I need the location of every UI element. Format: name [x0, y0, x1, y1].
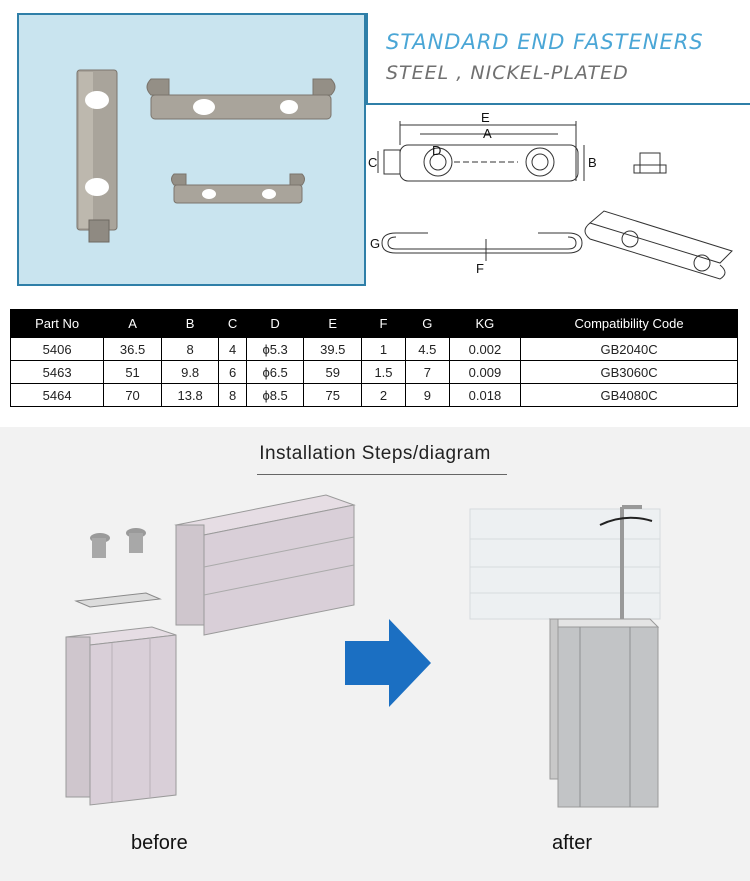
fastener-illustration	[76, 593, 160, 607]
header-f: F	[362, 310, 406, 338]
product-title: STANDARD END FASTENERS	[386, 30, 704, 54]
cell-kg: 0.009	[449, 361, 520, 384]
header-e: E	[304, 310, 362, 338]
after-label: after	[552, 832, 593, 854]
cell-e: 39.5	[304, 338, 362, 361]
dim-label-a: A	[483, 126, 492, 141]
cell-part-no: 5463	[11, 361, 104, 384]
cell-f: 1	[362, 338, 406, 361]
cell-d: ϕ6.5	[246, 361, 304, 384]
header-d: D	[246, 310, 304, 338]
header-g: G	[405, 310, 449, 338]
fastener-photo-illustration	[19, 15, 364, 284]
dim-label-c: C	[368, 155, 378, 170]
cell-d: ϕ5.3	[246, 338, 304, 361]
cell-e: 59	[304, 361, 362, 384]
installation-illustration	[0, 427, 750, 881]
cell-e: 75	[304, 384, 362, 407]
dim-label-f: F	[476, 261, 484, 276]
spec-table	[10, 309, 738, 407]
cell-f: 1.5	[362, 361, 406, 384]
assembled-horizontal-profile-illustration	[470, 509, 660, 619]
cell-a: 51	[104, 361, 162, 384]
vertical-profile-illustration	[66, 627, 176, 805]
cell-kg: 0.002	[449, 338, 520, 361]
table-row	[11, 338, 738, 361]
header-c: C	[219, 310, 246, 338]
header-kg: KG	[449, 310, 520, 338]
header-divider-vertical	[366, 13, 368, 105]
header-b: B	[161, 310, 219, 338]
table-row	[11, 361, 738, 384]
assembled-vertical-profile-illustration	[550, 619, 658, 807]
cell-c: 8	[219, 384, 246, 407]
cell-part-no: 5406	[11, 338, 104, 361]
dim-label-d: D	[432, 143, 442, 158]
cell-b: 8	[161, 338, 219, 361]
product-photo	[17, 13, 366, 286]
cell-g: 4.5	[405, 338, 449, 361]
installation-title-underline	[257, 474, 507, 475]
screws-illustration	[90, 528, 146, 558]
cell-d: ϕ8.5	[246, 384, 304, 407]
arrow-right-icon	[345, 619, 431, 707]
technical-drawing	[368, 105, 750, 287]
cell-compatibility-code: GB4080C	[521, 384, 738, 407]
dimension-drawing	[368, 105, 750, 287]
installation-title: Installation Steps/diagram	[259, 443, 491, 464]
header-a: A	[104, 310, 162, 338]
cell-kg: 0.018	[449, 384, 520, 407]
cell-compatibility-code: GB2040C	[521, 338, 738, 361]
dim-label-e: E	[481, 110, 490, 125]
cell-b: 9.8	[161, 361, 219, 384]
cell-g: 7	[405, 361, 449, 384]
spec-header-row	[11, 310, 738, 338]
cell-compatibility-code: GB3060C	[521, 361, 738, 384]
installation-section	[0, 427, 750, 881]
table-row	[11, 384, 738, 407]
dim-label-b: B	[588, 155, 597, 170]
cell-a: 70	[104, 384, 162, 407]
cell-g: 9	[405, 384, 449, 407]
cell-c: 4	[219, 338, 246, 361]
cell-part-no: 5464	[11, 384, 104, 407]
horizontal-profile-illustration	[176, 495, 354, 635]
product-subtitle: STEEL , NICKEL-PLATED	[386, 62, 629, 84]
header-compatibility-code: Compatibility Code	[521, 310, 738, 338]
cell-f: 2	[362, 384, 406, 407]
header-part-no: Part No	[11, 310, 104, 338]
cell-b: 13.8	[161, 384, 219, 407]
before-label: before	[131, 832, 188, 854]
cell-a: 36.5	[104, 338, 162, 361]
cell-c: 6	[219, 361, 246, 384]
dim-label-g: G	[370, 236, 381, 251]
